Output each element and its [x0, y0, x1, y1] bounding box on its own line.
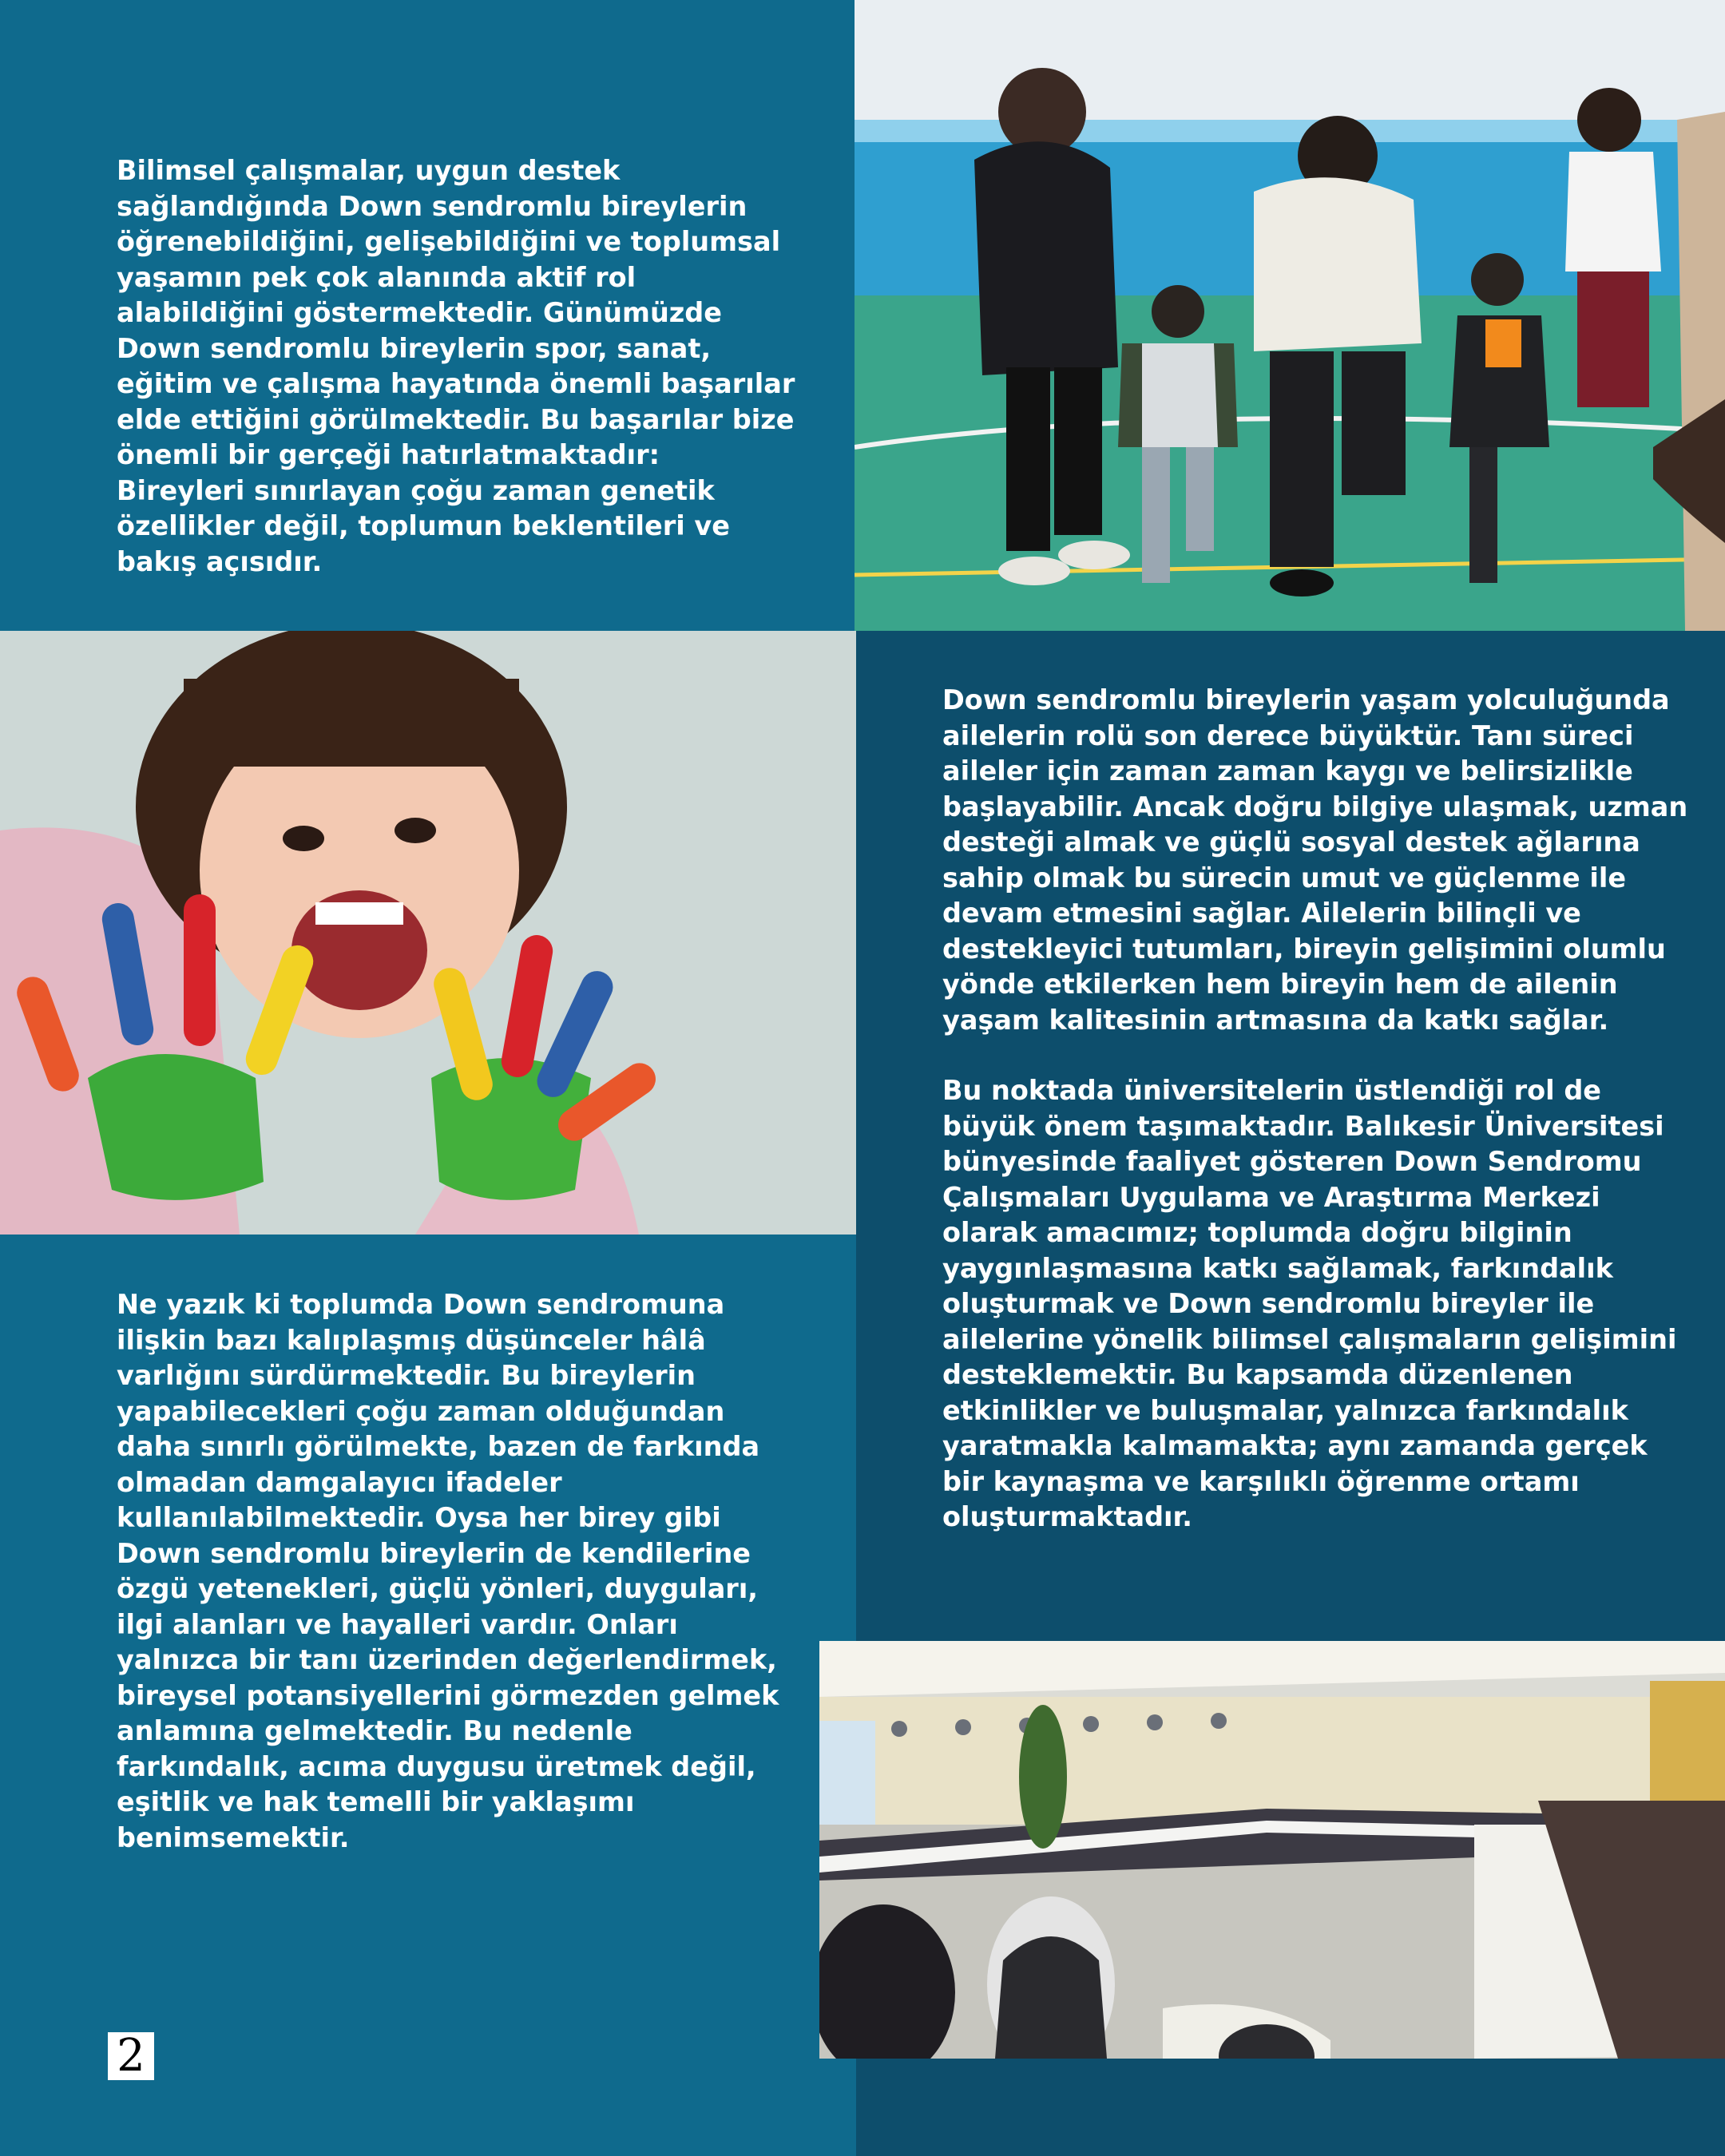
intro-paragraph-text: Bilimsel çalışmalar, uygun destek sağlandığında Down sendromlu bireylerin öğrenebildiğini, gelişebildiğini ve toplumsal yaşamın pek çok alanında aktif rol alabildiğini göstermektedir. Günümüzde Down sendromlu bireylerin spor, sanat, eğitim ve çalışma hayatında önemli başarılar elde ettiğini görülmektedir. Bu başarılar bize önemli bir gerçeği hatırlatmaktadır: Bireyleri sınırlayan çoğu zaman genetik özellikler değil, toplumun beklentileri ve bakış açısıdır.: [117, 155, 795, 577]
page-number: 2: [108, 2032, 154, 2080]
stereotypes-paragraph: [117, 1287, 795, 1856]
family-role-paragraph: Down sendromlu bireylerin yaşam yolculuğunda ailelerin rolü son derece büyüktür. Tanı süreci aileler için zaman zaman kaygı ve belirsizlikle başlayabilir. Ancak doğru bilgiye ulaşmak, uzman desteği almak ve güçlü sosyal destek ağlarına sahip olmak bu sürecin umut ve güçlenme ile devam etmesini sağlar. Ailelerin bilinçli ve destekleyici tutumları, bireyin gelişimini olumlu yönde etkilerken hem bireyin hem de ailenin yaşam kalitesinin artmasına da katkı sağlar.: [942, 684, 1688, 1036]
family-university-section: [942, 683, 1697, 1536]
sports-hall-photo: [855, 0, 1725, 631]
university-role-paragraph: Bu noktada üniversitelerin üstlendiği rol de büyük önem taşımaktadır. Balıkesir Üniversitesi bünyesinde faaliyet gösteren Down Sendromu Çalışmaları Uygulama ve Araştırma Merkezi olarak amacımız; toplumda doğru bilginin yaygınlaşmasına katkı sağlamak, farkındalık oluşturmak ve Down sendromlu bireyler ile ailelerine yönelik bilimsel çalışmaların gelişimini desteklemektir. Bu kapsamda düzenlenen etkinlikler ve buluşmalar, yalnızca farkındalık yaratmakla kalmamakta; aynı zamanda gerçek bir kaynaşma ve karşılıklı öğrenme ortamı oluşturmaktadır.: [942, 1075, 1677, 1532]
dining-hall-event-photo: [819, 1641, 1725, 2059]
stereotypes-paragraph-text: Ne yazık ki toplumda Down sendromuna ilişkin bazı kalıplaşmış düşünceler hâlâ varlığını sürdürmektedir. Bu bireylerin yapabilecekleri çoğu zaman olduğundan daha sınırlı görülmekte, bazen de farkında olmadan damgalayıcı ifadeler kullanılabilmektedir. Oysa her birey gibi Down sendromlu bireylerin de kendilerine özgü yetenekleri, güçlü yönleri, duyguları, ilgi alanları ve hayalleri vardır. Onları yalnızca bir tanı üzerinden değerlendirmek, bireysel potansiyellerini görmezden gelmek anlamına gelmektedir. Bu nedenle farkındalık, acıma duygusu üretmek değil, eşitlik ve hak temelli bir yaklaşımı benimsemektir.: [117, 1289, 779, 1853]
painted-hands-child-photo: [0, 631, 856, 1235]
intro-paragraph: [117, 153, 795, 580]
